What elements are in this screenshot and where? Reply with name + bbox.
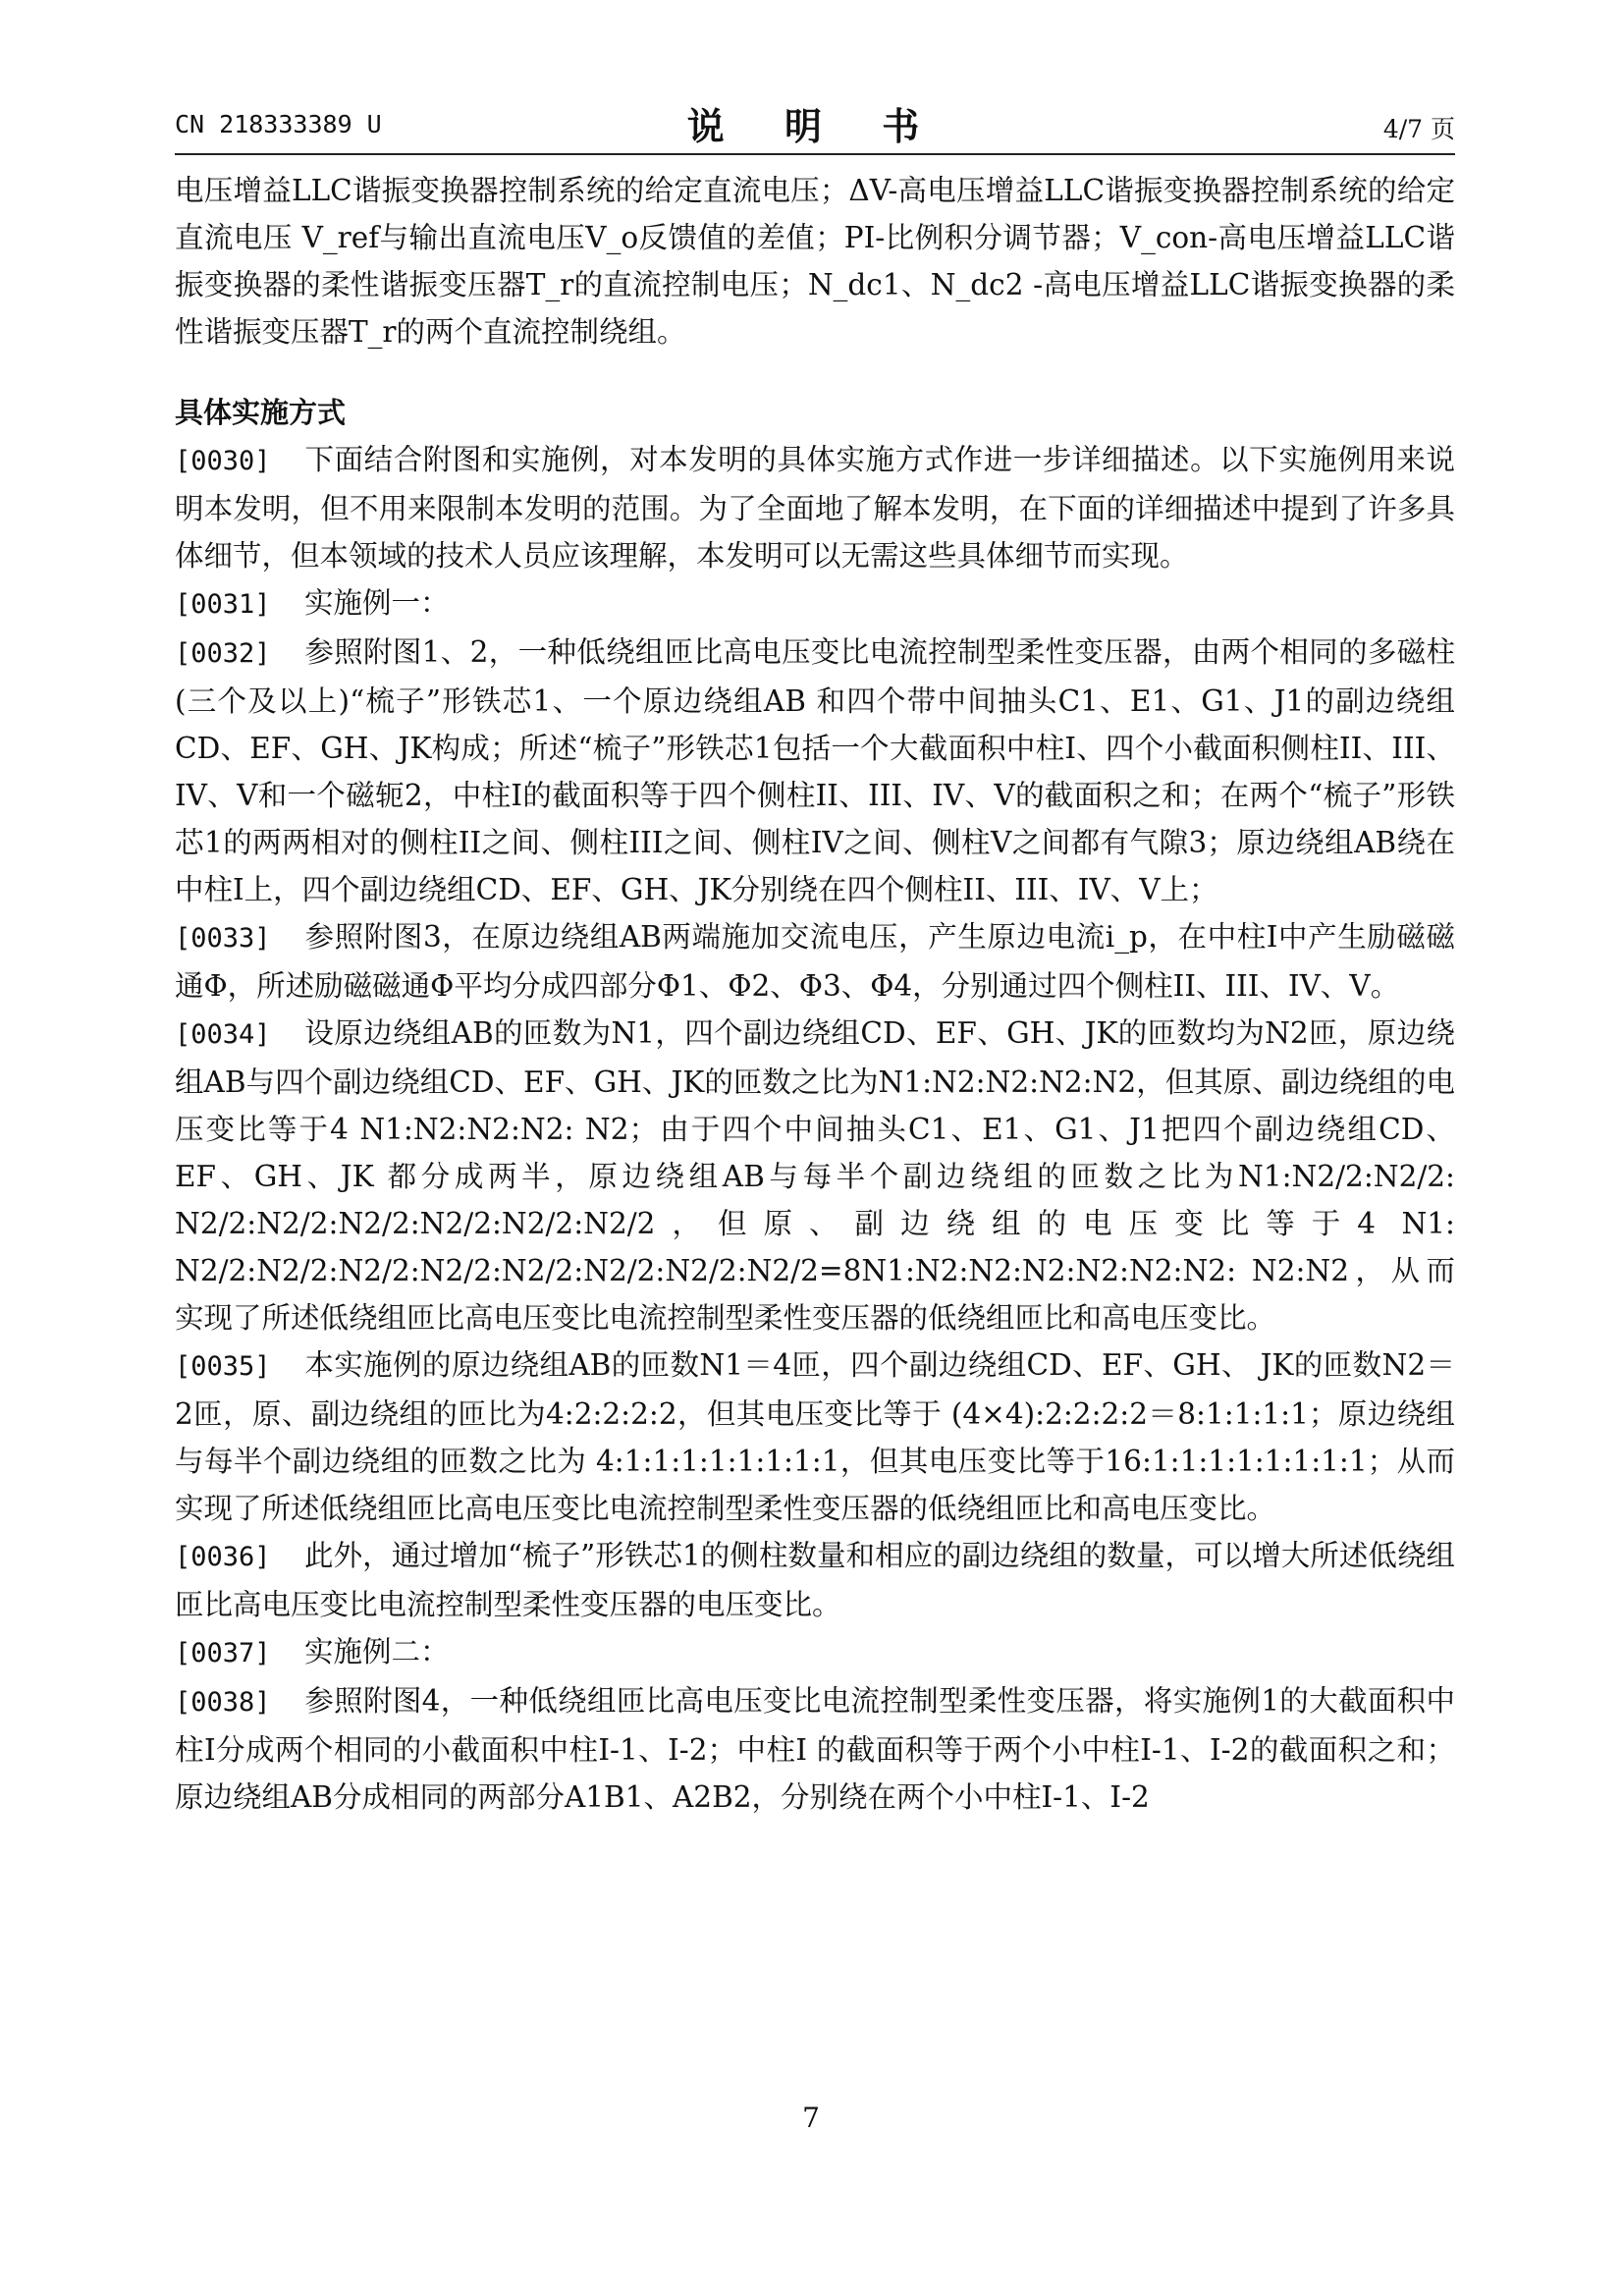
paragraph-text: 此外，通过增加“梳子”形铁芯1的侧柱数量和相应的副边绕组的数量，可以增大所述低绕组匝比高电压变比电流控制型柔性变压器的电压变比。 [175,1539,1455,1621]
paragraph-id: [0030] [175,446,271,476]
paragraph-id: [0032] [175,638,271,669]
paragraph-text: 实施例一： [304,586,450,620]
paragraph-id: [0033] [175,923,271,954]
paragraph-text: 下面结合附图和实施例，对本发明的具体实施方式作进一步详细描述。以下实施例用来说明本发明，但不用来限制本发明的范围。为了全面地了解本发明，在下面的详细描述中提到了许多具体细节，但本领域的技术人员应该理解，本发明可以无需这些具体细节而实现。 [175,443,1455,573]
paragraph [175,579,1455,629]
paragraph-text: 本实施例的原边绕组AB的匝数N1＝4匝，四个副边绕组CD、EF、GH、 JK的匝数N2＝2匝，原、副边绕组的匝比为4:2:2:2:2，但其电压变比等于 (4×4):2:2:2:2＝8:1:1:1:1；原边绕组与每半个副边绕组的匝数之比为 4:1:1:1:1:1:1:1:1，但其电压变比等于16:1:1:1:1:1:1:1:1；从而实现了所述低绕组匝比高电压变比电流控制型柔性变压器的低绕组匝比和高电压变比。 [175,1348,1455,1525]
paragraph [175,1341,1455,1532]
paragraph-id: [0037] [175,1638,271,1668]
paragraph [175,629,1455,913]
paragraph-text: 实施例二： [304,1635,450,1668]
page-number: 7 [802,2102,820,2134]
paragraph-id: [0038] [175,1687,271,1718]
publication-number: CN 218333389 U [175,110,382,138]
paragraph [175,1677,1455,1821]
paragraph-text: 设原边绕组AB的匝数为N1，四个副边绕组CD、EF、GH、JK的匝数均为N2匝，原边绕组AB与四个副边绕组CD、EF、GH、JK的匝数之比为N1:N2:N2:N2:N2，但其原、副边绕组的电压变比等于4 N1:N2:N2:N2: N2；由于四个中间抽头C1、E1、G1、J1把四个副边绕组CD、EF、GH、JK 都分成两半，原边绕组AB与每半个副边绕组的匝数之比为N1:N2/2:N2/2: N2/2:N2/2:N2/2:N2/2:N2/2:N2/2，但原、副边绕组的电压变比等于4 N1: N2/2:N2/2:N2/2:N2/2:N2/2:N2/2:N2/2:N2/2=8N1:N2:N2:N2:N2:N2:N2: N2:N2，从而实现了所述低绕组匝比高电压变比电流控制型柔性变压器的低绕组匝比和高电压变比。 [175,1016,1455,1335]
paragraph [175,1628,1455,1677]
paragraph-text: 参照附图4，一种低绕组匝比高电压变比电流控制型柔性变压器，将实施例1的大截面积中柱I分成两个相同的小截面积中柱I-1、I-2；中柱I 的截面积等于两个小中柱I-1、I-2的截面积之和；原边绕组AB分成相同的两部分A1B1、A2B2，分别绕在两个小中柱I-1、I-2 [175,1684,1455,1814]
page-count: 4/7 页 [1382,115,1455,143]
paragraph-id: [0034] [175,1019,271,1050]
paragraph-text: 参照附图1、2，一种低绕组匝比高电压变比电流控制型柔性变压器，由两个相同的多磁柱(三个及以上)“梳子”形铁芯1、一个原边绕组AB 和四个带中间抽头C1、E1、G1、J1的副边绕组CD、EF、GH、JK构成；所述“梳子”形铁芯1包括一个大截面积中柱I、四个小截面积侧柱II、III、IV、V和一个磁轭2，中柱I的截面积等于四个侧柱II、III、IV、V的截面积之和；在两个“梳子”形铁芯1的两两相对的侧柱II之间、侧柱III之间、侧柱IV之间、侧柱V之间都有气隙3；原边绕组AB绕在中柱I上，四个副边绕组CD、EF、GH、JK分别绕在四个侧柱II、III、IV、V上； [175,635,1455,906]
paragraph-id: [0031] [175,589,271,620]
paragraph [175,1532,1455,1628]
paragraph [175,913,1455,1010]
paragraph [175,1010,1455,1341]
document-title: 说 明 书 [686,104,944,148]
paragraph-text: 参照附图3，在原边绕组AB两端施加交流电压，产生原边电流i_p，在中柱I中产生励磁磁通Φ，所述励磁磁通Φ平均分成四部分Φ1、Φ2、Φ3、Φ4，分别通过四个侧柱II、III、IV、V。 [175,920,1455,1003]
paragraph-id: [0036] [175,1542,271,1572]
header-divider [175,153,1455,155]
page-header [175,96,1455,155]
intro-paragraph: 电压增益LLC谐振变换器控制系统的给定直流电压；ΔV-高电压增益LLC谐振变换器控制系统的给定直流电压 V_ref与输出直流电压V_o反馈值的差值；PI-比例积分调节器；V_con-高电压增益LLC谐振变换器的柔性谐振变压器T_r的直流控制电压；N_dc1、N_dc2 -高电压增益LLC谐振变换器的柔性谐振变压器T_r的两个直流控制绕组。 [175,174,1455,349]
section-title: 具体实施方式 [175,396,347,429]
document-body [175,167,1455,1821]
paragraph [175,436,1455,579]
paragraph-id: [0035] [175,1351,271,1382]
